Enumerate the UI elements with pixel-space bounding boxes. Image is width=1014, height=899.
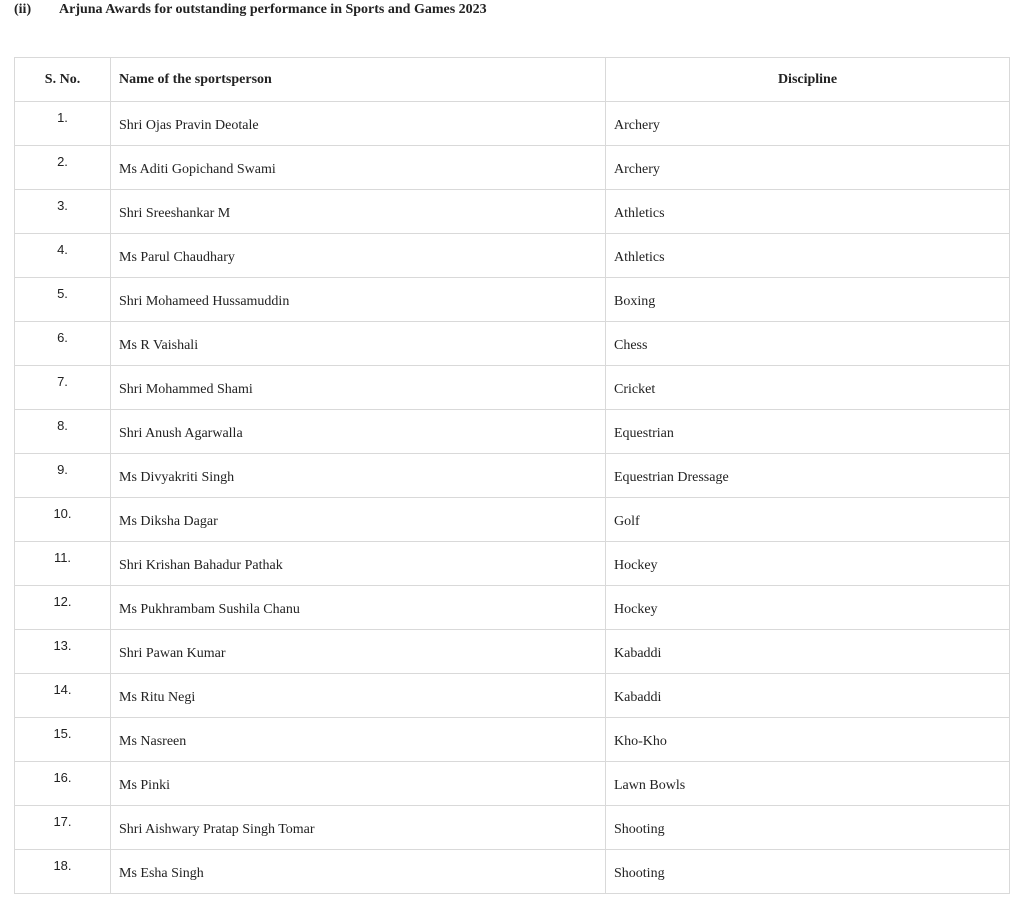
sportsperson-name-cell: Ms Pinki xyxy=(111,762,606,806)
section-heading xyxy=(14,2,487,18)
discipline-cell: Chess xyxy=(606,322,1010,366)
sportsperson-name-cell: Ms Aditi Gopichand Swami xyxy=(111,146,606,190)
sno-cell: 12. xyxy=(15,586,111,630)
sno-cell: 4. xyxy=(15,234,111,278)
discipline-cell: Boxing xyxy=(606,278,1010,322)
sportsperson-name-cell: Ms R Vaishali xyxy=(111,322,606,366)
discipline-cell: Athletics xyxy=(606,190,1010,234)
discipline-cell: Shooting xyxy=(606,850,1010,894)
discipline-cell: Cricket xyxy=(606,366,1010,410)
sno-cell: 13. xyxy=(15,630,111,674)
sportsperson-name-cell: Shri Pawan Kumar xyxy=(111,630,606,674)
sno-cell: 11. xyxy=(15,542,111,586)
table-row xyxy=(15,674,1010,718)
table-row xyxy=(15,718,1010,762)
discipline-cell: Kabaddi xyxy=(606,674,1010,718)
discipline-cell: Equestrian Dressage xyxy=(606,454,1010,498)
table-row xyxy=(15,806,1010,850)
table-row xyxy=(15,586,1010,630)
header-discipline: Discipline xyxy=(606,58,1010,102)
sno-cell: 10. xyxy=(15,498,111,542)
sportsperson-name-cell: Ms Ritu Negi xyxy=(111,674,606,718)
sportsperson-name-cell: Shri Ojas Pravin Deotale xyxy=(111,102,606,146)
sno-cell: 16. xyxy=(15,762,111,806)
sno-cell: 9. xyxy=(15,454,111,498)
discipline-cell: Golf xyxy=(606,498,1010,542)
discipline-cell: Archery xyxy=(606,146,1010,190)
sno-cell: 7. xyxy=(15,366,111,410)
sportsperson-name-cell: Shri Aishwary Pratap Singh Tomar xyxy=(111,806,606,850)
sno-cell: 2. xyxy=(15,146,111,190)
sportsperson-name-cell: Ms Parul Chaudhary xyxy=(111,234,606,278)
section-number: (ii) xyxy=(14,2,32,17)
sportsperson-name-cell: Ms Pukhrambam Sushila Chanu xyxy=(111,586,606,630)
sportsperson-name-cell: Shri Anush Agarwalla xyxy=(111,410,606,454)
sportsperson-name-cell: Shri Mohammed Shami xyxy=(111,366,606,410)
sno-cell: 15. xyxy=(15,718,111,762)
header-name: Name of the sportsperson xyxy=(111,58,606,102)
sportsperson-name-cell: Ms Nasreen xyxy=(111,718,606,762)
sno-cell: 1. xyxy=(15,102,111,146)
table-row xyxy=(15,366,1010,410)
table-header-row xyxy=(15,58,1010,102)
discipline-cell: Hockey xyxy=(606,542,1010,586)
discipline-cell: Equestrian xyxy=(606,410,1010,454)
table-row xyxy=(15,102,1010,146)
discipline-cell: Kabaddi xyxy=(606,630,1010,674)
table-row xyxy=(15,850,1010,894)
table-row xyxy=(15,234,1010,278)
discipline-cell: Hockey xyxy=(606,586,1010,630)
sportsperson-name-cell: Shri Krishan Bahadur Pathak xyxy=(111,542,606,586)
sno-cell: 17. xyxy=(15,806,111,850)
discipline-cell: Archery xyxy=(606,102,1010,146)
sportsperson-name-cell: Ms Diksha Dagar xyxy=(111,498,606,542)
table-row xyxy=(15,454,1010,498)
sno-cell: 5. xyxy=(15,278,111,322)
discipline-cell: Lawn Bowls xyxy=(606,762,1010,806)
discipline-cell: Kho-Kho xyxy=(606,718,1010,762)
awards-table xyxy=(14,57,1010,894)
table-row xyxy=(15,322,1010,366)
sno-cell: 18. xyxy=(15,850,111,894)
section-title: Arjuna Awards for outstanding performance in Sports and Games 2023 xyxy=(59,2,487,17)
sno-cell: 8. xyxy=(15,410,111,454)
table-row xyxy=(15,542,1010,586)
sno-cell: 14. xyxy=(15,674,111,718)
sportsperson-name-cell: Shri Sreeshankar M xyxy=(111,190,606,234)
header-sno: S. No. xyxy=(15,58,111,102)
discipline-cell: Shooting xyxy=(606,806,1010,850)
sportsperson-name-cell: Ms Divyakriti Singh xyxy=(111,454,606,498)
discipline-cell: Athletics xyxy=(606,234,1010,278)
table-row xyxy=(15,190,1010,234)
sno-cell: 3. xyxy=(15,190,111,234)
sportsperson-name-cell: Ms Esha Singh xyxy=(111,850,606,894)
table-row xyxy=(15,630,1010,674)
table-row xyxy=(15,498,1010,542)
table-row xyxy=(15,146,1010,190)
table-row xyxy=(15,762,1010,806)
sno-cell: 6. xyxy=(15,322,111,366)
table-row xyxy=(15,410,1010,454)
table-row xyxy=(15,278,1010,322)
sportsperson-name-cell: Shri Mohameed Hussamuddin xyxy=(111,278,606,322)
